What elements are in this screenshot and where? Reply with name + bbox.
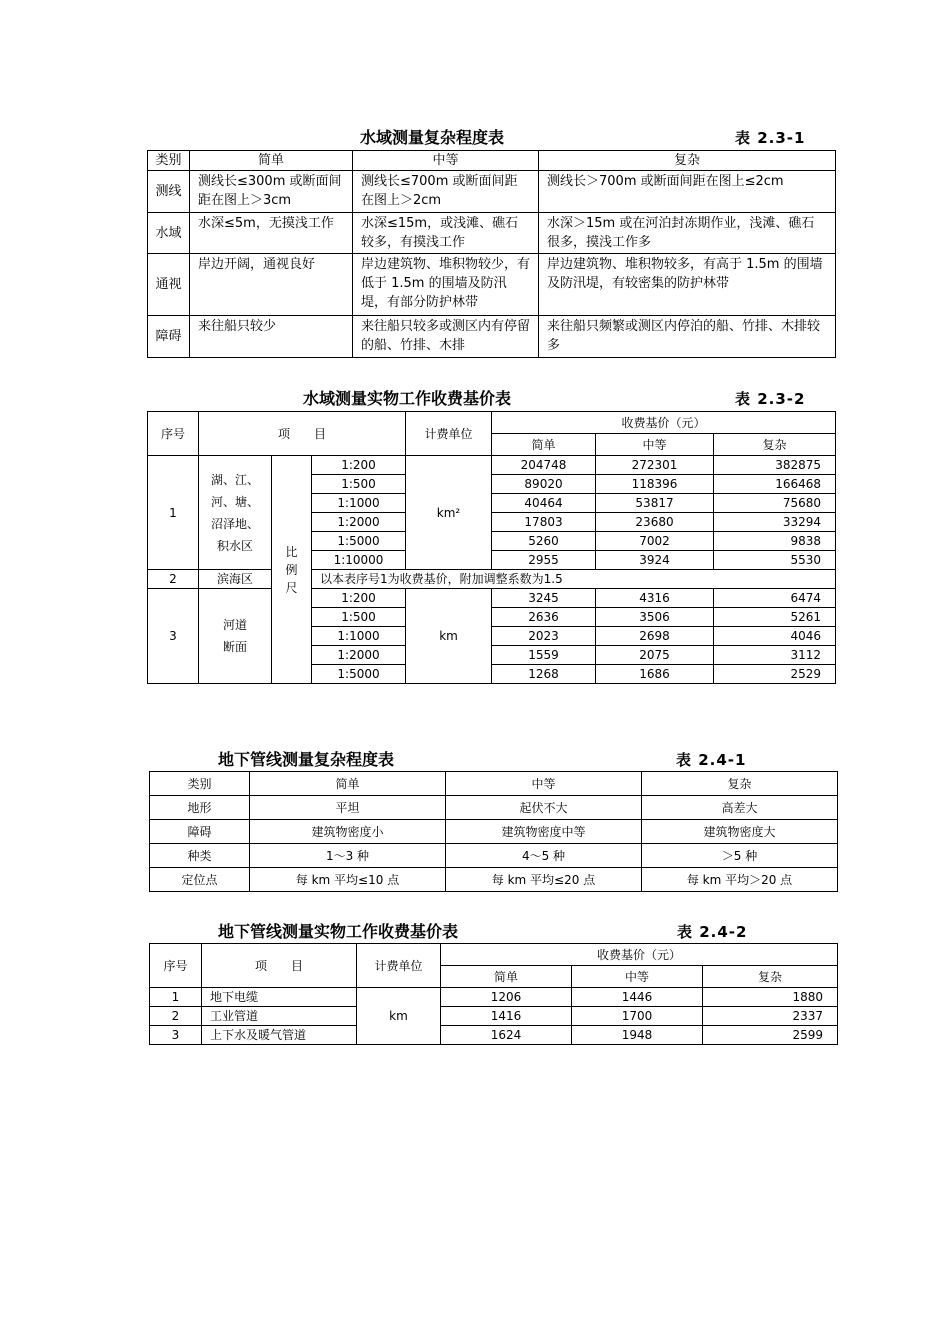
t3-cell: ＞5 种 <box>642 844 838 868</box>
t2-simple: 40464 <box>492 494 596 513</box>
t4-medium: 1700 <box>572 1007 703 1026</box>
t2-item-name: 滨海区 <box>199 570 272 589</box>
t1-cell: 水深≤15m，或浅滩、礁石较多，有摸浅工作 <box>353 213 539 254</box>
t3-cell: 每 km 平均≤10 点 <box>250 868 446 892</box>
t2-scale: 1:500 <box>312 608 406 627</box>
t1-header-cat: 类别 <box>148 151 190 171</box>
table-row <box>148 316 836 358</box>
t2-scale: 1:5000 <box>312 665 406 684</box>
t2-simple: 2023 <box>492 627 596 646</box>
t2-complex: 75680 <box>714 494 836 513</box>
table1 <box>147 150 836 358</box>
t2-header-simple: 简单 <box>492 434 596 456</box>
t3-header-complex: 复杂 <box>642 772 838 796</box>
table1-number: 表 2.3-1 <box>735 129 806 147</box>
t2-scale: 1:1000 <box>312 494 406 513</box>
t2-scale: 1:10000 <box>312 551 406 570</box>
t4-header-price: 收费基价（元） <box>441 944 838 966</box>
t1-cat: 障碍 <box>148 316 190 358</box>
t1-cell: 水深＞15m 或在河泊封冻期作业，浅滩、礁石很多，摸浅工作多 <box>539 213 836 254</box>
t2-complex: 5530 <box>714 551 836 570</box>
t3-cat: 地形 <box>150 796 250 820</box>
t2-medium: 2075 <box>596 646 714 665</box>
t2-scale: 1:200 <box>312 589 406 608</box>
t2-simple: 89020 <box>492 475 596 494</box>
t4-complex: 2599 <box>703 1026 838 1045</box>
table-row <box>150 844 838 868</box>
t4-complex: 2337 <box>703 1007 838 1026</box>
t2-simple: 2955 <box>492 551 596 570</box>
t2-header-price: 收费基价（元） <box>492 412 836 434</box>
t3-cell: 建筑物密度中等 <box>446 820 642 844</box>
t4-medium: 1948 <box>572 1026 703 1045</box>
t1-cell: 测线长＞700m 或断面间距在图上≤2cm <box>539 171 836 213</box>
t2-seq: 3 <box>148 589 199 684</box>
t2-medium: 7002 <box>596 532 714 551</box>
t4-complex: 1880 <box>703 988 838 1007</box>
t2-medium: 23680 <box>596 513 714 532</box>
t2-complex: 3112 <box>714 646 836 665</box>
table-row <box>150 1007 838 1026</box>
table3 <box>149 771 838 892</box>
t2-header-unit: 计费单位 <box>406 412 492 456</box>
t2-unit: km² <box>406 456 492 570</box>
table-row <box>148 589 836 608</box>
table-row <box>150 796 838 820</box>
t2-complex: 382875 <box>714 456 836 475</box>
t2-medium: 2698 <box>596 627 714 646</box>
t4-header-simple: 简单 <box>441 966 572 988</box>
t1-header-simple: 简单 <box>190 151 353 171</box>
t4-simple: 1624 <box>441 1026 572 1045</box>
t2-scale-label: 比 例 尺 <box>272 456 312 684</box>
t4-header-item: 项 目 <box>202 944 357 988</box>
t2-medium: 4316 <box>596 589 714 608</box>
t2-header-medium: 中等 <box>596 434 714 456</box>
table4-title: 地下管线测量实物工作收费基价表 <box>218 922 459 941</box>
t2-complex: 5261 <box>714 608 836 627</box>
t2-simple: 2636 <box>492 608 596 627</box>
t2-simple: 3245 <box>492 589 596 608</box>
t2-complex: 4046 <box>714 627 836 646</box>
t2-scale: 1:1000 <box>312 627 406 646</box>
t2-header-seq: 序号 <box>148 412 199 456</box>
t3-cat: 种类 <box>150 844 250 868</box>
t1-header-complex: 复杂 <box>539 151 836 171</box>
t2-medium: 272301 <box>596 456 714 475</box>
t1-cell: 岸边建筑物、堆积物较多，有高于 1.5m 的围墙及防汛堤，有较密集的防护林带 <box>539 254 836 316</box>
t3-cat: 障碍 <box>150 820 250 844</box>
t4-item: 地下电缆 <box>202 988 357 1007</box>
t2-scale: 1:5000 <box>312 532 406 551</box>
t3-header-medium: 中等 <box>446 772 642 796</box>
t2-scale: 1:2000 <box>312 513 406 532</box>
t2-simple: 1559 <box>492 646 596 665</box>
t4-header-complex: 复杂 <box>703 966 838 988</box>
table-row <box>148 171 836 213</box>
t3-header-cat: 类别 <box>150 772 250 796</box>
t2-item-name: 河道 断面 <box>199 589 272 684</box>
t4-item: 上下水及暖气管道 <box>202 1026 357 1045</box>
t3-cell: 建筑物密度大 <box>642 820 838 844</box>
t2-complex: 33294 <box>714 513 836 532</box>
table-row <box>148 254 836 316</box>
t2-complex: 9838 <box>714 532 836 551</box>
t2-seq: 2 <box>148 570 199 589</box>
t1-cat: 通视 <box>148 254 190 316</box>
table4 <box>149 943 838 1045</box>
t3-cell: 高差大 <box>642 796 838 820</box>
t4-medium: 1446 <box>572 988 703 1007</box>
t1-cell: 岸边开阔，通视良好 <box>190 254 353 316</box>
t4-header-unit: 计费单位 <box>357 944 441 988</box>
t4-simple: 1206 <box>441 988 572 1007</box>
t4-header-seq: 序号 <box>150 944 202 988</box>
t2-medium: 1686 <box>596 665 714 684</box>
t2-simple: 5260 <box>492 532 596 551</box>
t3-cell: 平坦 <box>250 796 446 820</box>
t1-header-medium: 中等 <box>353 151 539 171</box>
t2-medium: 118396 <box>596 475 714 494</box>
t2-complex: 6474 <box>714 589 836 608</box>
t2-complex: 166468 <box>714 475 836 494</box>
table2-number: 表 2.3-2 <box>735 390 806 408</box>
table-row <box>150 820 838 844</box>
t3-cell: 4～5 种 <box>446 844 642 868</box>
t2-simple: 1268 <box>492 665 596 684</box>
t4-header-medium: 中等 <box>572 966 703 988</box>
table1-title: 水域测量复杂程度表 <box>360 128 505 147</box>
t2-complex: 2529 <box>714 665 836 684</box>
t2-item-name: 湖、江、 河、塘、 沼泽地、 积水区 <box>199 456 272 570</box>
t2-simple: 17803 <box>492 513 596 532</box>
table-row <box>148 570 836 589</box>
table-row <box>148 456 836 475</box>
t2-scale: 1:2000 <box>312 646 406 665</box>
t3-cell: 1～3 种 <box>250 844 446 868</box>
table3-number: 表 2.4-1 <box>676 751 747 769</box>
t2-note: 以本表序号1为收费基价，附加调整系数为1.5 <box>312 570 836 589</box>
t1-cell: 来往船只频繁或测区内停泊的船、竹排、木排较多 <box>539 316 836 358</box>
t4-seq: 1 <box>150 988 202 1007</box>
t2-medium: 3924 <box>596 551 714 570</box>
t2-unit: km <box>406 589 492 684</box>
t2-medium: 53817 <box>596 494 714 513</box>
table4-number: 表 2.4-2 <box>677 923 748 941</box>
table-row <box>148 213 836 254</box>
t2-header-item: 项 目 <box>199 412 406 456</box>
t3-cat: 定位点 <box>150 868 250 892</box>
t2-medium: 3506 <box>596 608 714 627</box>
t4-item: 工业管道 <box>202 1007 357 1026</box>
t2-scale: 1:500 <box>312 475 406 494</box>
t3-header-simple: 简单 <box>250 772 446 796</box>
table3-title: 地下管线测量复杂程度表 <box>218 750 395 769</box>
table-row <box>150 1026 838 1045</box>
t3-cell: 每 km 平均＞20 点 <box>642 868 838 892</box>
t4-seq: 3 <box>150 1026 202 1045</box>
t1-cat: 测线 <box>148 171 190 213</box>
table-row <box>150 988 838 1007</box>
t4-seq: 2 <box>150 1007 202 1026</box>
t3-cell: 每 km 平均≤20 点 <box>446 868 642 892</box>
t4-unit: km <box>357 988 441 1045</box>
t3-cell: 起伏不大 <box>446 796 642 820</box>
t4-simple: 1416 <box>441 1007 572 1026</box>
table2 <box>147 411 836 684</box>
t1-cell: 岸边建筑物、堆积物较少，有低于 1.5m 的围墙及防汛堤，有部分防护林带 <box>353 254 539 316</box>
t2-simple: 204748 <box>492 456 596 475</box>
t2-header-complex: 复杂 <box>714 434 836 456</box>
table2-title: 水域测量实物工作收费基价表 <box>303 389 512 408</box>
t2-scale: 1:200 <box>312 456 406 475</box>
table-row <box>150 868 838 892</box>
t1-cell: 来往船只较少 <box>190 316 353 358</box>
t1-cell: 测线长≤300m 或断面间距在图上＞3cm <box>190 171 353 213</box>
t1-cell: 来往船只较多或测区内有停留的船、竹排、木排 <box>353 316 539 358</box>
t1-cell: 测线长≤700m 或断面间距在图上＞2cm <box>353 171 539 213</box>
t3-cell: 建筑物密度小 <box>250 820 446 844</box>
t2-seq: 1 <box>148 456 199 570</box>
t1-cat: 水域 <box>148 213 190 254</box>
t1-cell: 水深≤5m，无摸浅工作 <box>190 213 353 254</box>
